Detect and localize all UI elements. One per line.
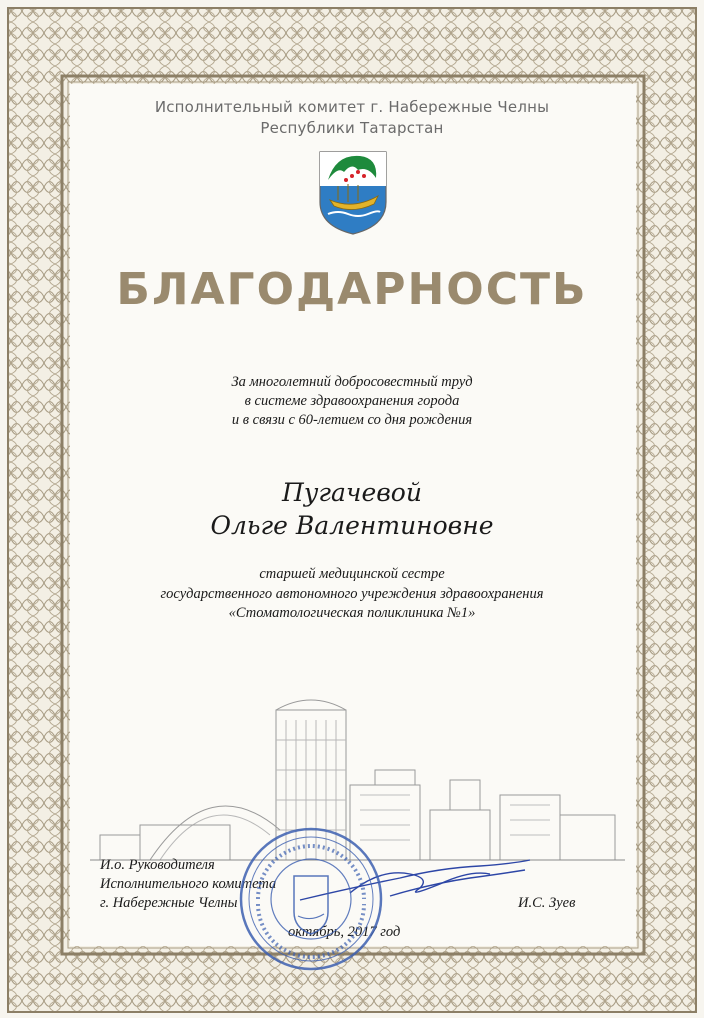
signatory-line-1: И.о. Руководителя: [100, 857, 215, 873]
reason-line-2: в системе здравоохранения города: [244, 393, 460, 409]
chelny-coat-of-arms-icon: [318, 150, 388, 236]
position-line-1: старшей медицинской сестре: [259, 566, 445, 582]
issue-date: октябрь, 2017 год: [288, 924, 401, 940]
signatory-name: И.С. Зуев: [518, 895, 576, 911]
signatory-line-3: г. Набережные Челны: [100, 895, 238, 911]
reason-line-3: и в связи с 60-летием со дня рождения: [231, 412, 473, 428]
signatory-line-2: Исполнительного комитета: [100, 876, 277, 892]
issuer-line-2: Республики Татарстан: [260, 119, 444, 137]
scan-bottom-edge: [0, 1018, 704, 1034]
reason-line-1: За многолетний добросовестный труд: [231, 374, 473, 390]
recipient-given-names: Ольге Валентиновне: [210, 511, 494, 540]
position-line-2: государственного автономного учреждения здравоохранения: [160, 586, 544, 602]
issuer-line-1: Исполнительный комитет г. Набережные Челны: [154, 98, 550, 116]
recipient-surname: Пугачевой: [282, 478, 422, 507]
certificate-title: БЛАГОДАРНОСТЬ: [116, 264, 588, 315]
official-seal-icon: [236, 824, 386, 974]
position-line-3: «Стоматологическая поликлиника №1»: [228, 605, 476, 621]
